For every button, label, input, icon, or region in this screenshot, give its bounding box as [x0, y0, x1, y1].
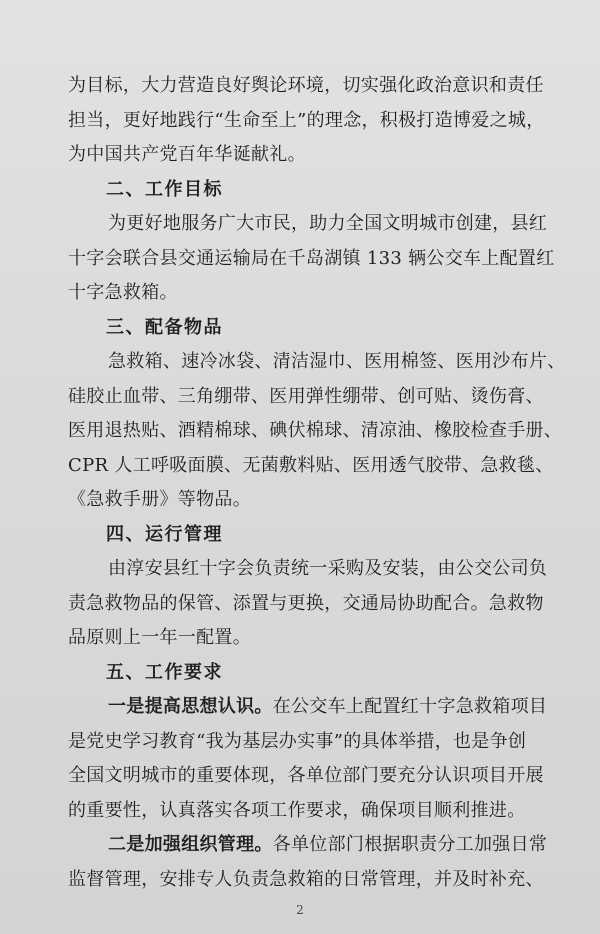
- body-line-17: 品原则上一年一配置。: [68, 627, 251, 648]
- body-line-23-text: 各单位部门根据职责分工加强日常: [272, 834, 548, 855]
- body-line-22: 的重要性，认真落实各项工作要求，确保项目顺利推进。: [68, 800, 526, 821]
- body-line-5: 为更好地服务广大市民，助力全国文明城市创建，县红: [108, 213, 548, 234]
- body-line-20: 是党史学习教育“我为基层办实事”的具体举措，也是争创: [68, 731, 527, 752]
- body-line-2: 担当，更好地践行“生命至上”的理念，积极打造博爱之城，: [68, 110, 545, 131]
- body-line-23: [108, 833, 600, 857]
- body-line-9: 急救箱、速冷冰袋、清洁湿巾、医用棉签、医用沙布片、: [108, 351, 566, 372]
- bold-lead-point2: 二是加强组织管理。: [108, 834, 273, 855]
- body-line-7: 十字急救箱。: [68, 282, 178, 303]
- page-number: 2: [296, 903, 304, 917]
- section-heading-5: 五、工作要求: [106, 662, 223, 683]
- body-line-10: 硅胶止血带、三角绷带、医用弹性绷带、创可贴、烫伤膏、: [68, 386, 544, 407]
- body-line-24: 监督管理，安排专人负责急救箱的日常管理，并及时补充、: [68, 869, 544, 890]
- bold-lead-point1: 一是提高思想认识。: [108, 696, 273, 717]
- section-heading-3: 三、配备物品: [106, 317, 223, 338]
- body-line-3: 为中国共产党百年华诞献礼。: [68, 144, 306, 165]
- body-line-21: 全国文明城市的重要体现，各单位部门要充分认识项目开展: [68, 765, 544, 786]
- body-line-1: 为目标，大力营造良好舆论环境，切实强化政治意识和责任: [68, 75, 544, 96]
- section-heading-4: 四、运行管理: [106, 524, 223, 545]
- body-line-19: [108, 695, 600, 719]
- body-line-16: 责急救物品的保管、添置与更换，交通局协助配合。急救物: [68, 593, 544, 614]
- body-line-12: CPR 人工呼吸面膜、无菌敷料贴、医用透气胶带、急救毯、: [68, 455, 554, 476]
- body-line-13: 《急救手册》等物品。: [68, 489, 251, 510]
- body-line-19-text: 在公交车上配置红十字急救箱项目: [272, 696, 548, 717]
- body-line-11: 医用退热贴、酒精棉球、碘伏棉球、清凉油、橡胶检查手册、: [68, 420, 563, 441]
- body-line-15: 由淳安县红十字会负责统一采购及安装，由公交公司负: [108, 558, 548, 579]
- body-line-6: 十字会联合县交通运输局在千岛湖镇 133 辆公交车上配置红: [68, 248, 555, 269]
- section-heading-2: 二、工作目标: [106, 179, 223, 200]
